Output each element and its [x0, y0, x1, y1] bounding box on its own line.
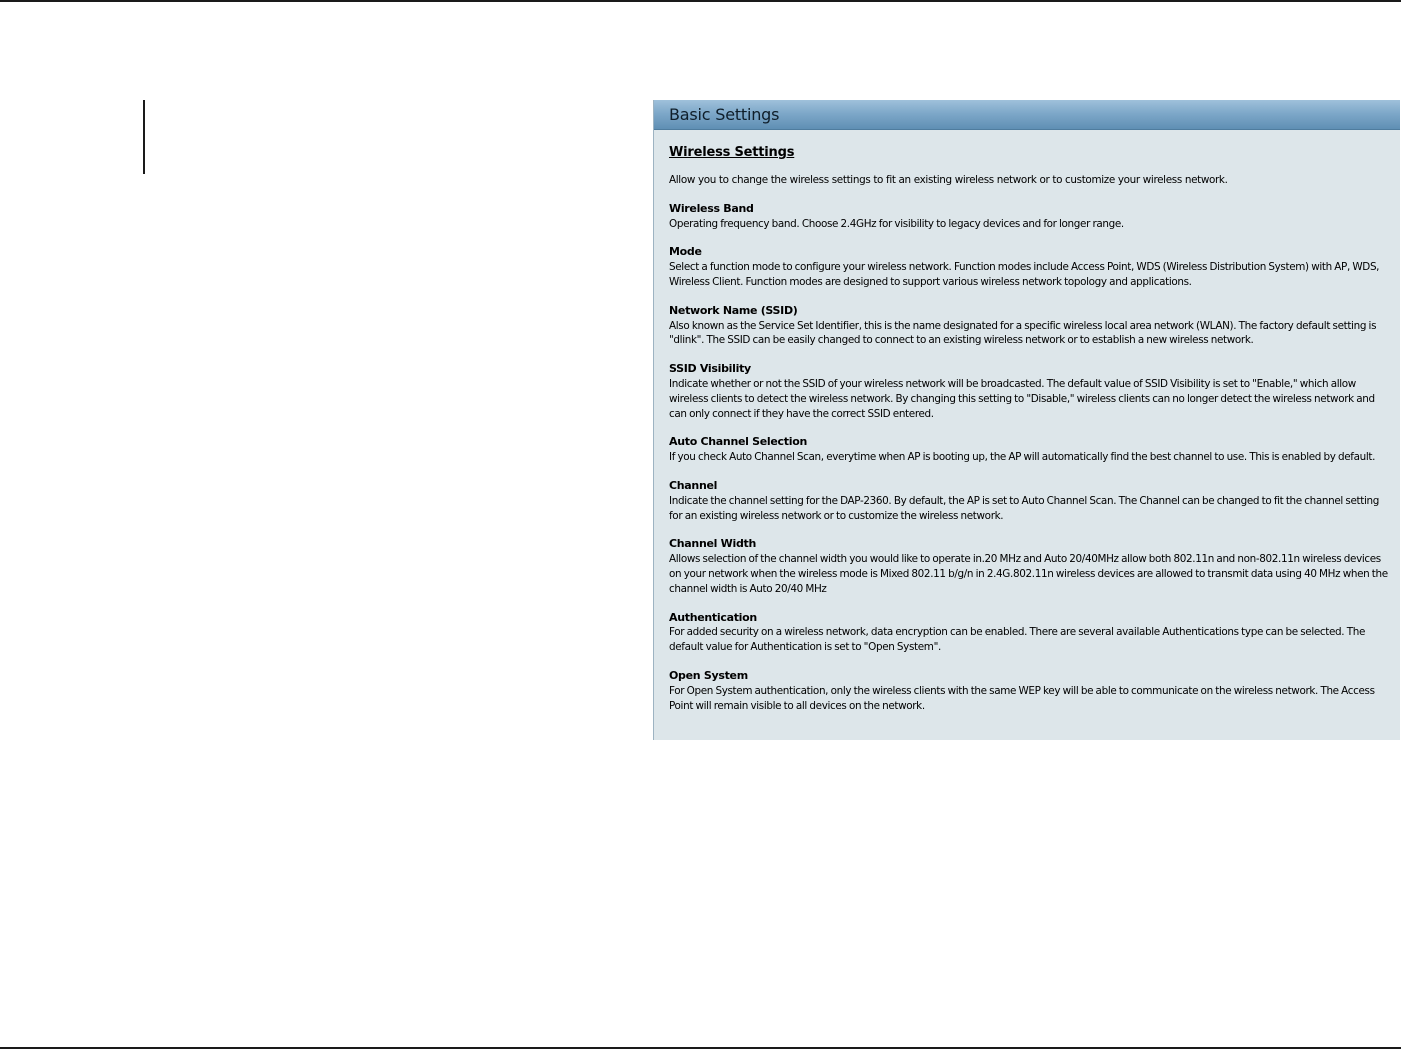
- intro-text: Allow you to change the wireless settings to fit an existing wireless network or to customize your wireless network.: [669, 174, 1228, 186]
- help-item-channel-width: [669, 537, 1390, 596]
- help-item-text: Indicate the channel setting for the DAP-2360. By default, the AP is set to Auto Channel Scan. The Channel can be changed to fit the channel setting for an existing wireless network or to customize the wireless network.: [669, 494, 1379, 522]
- help-item-text: Operating frequency band. Choose 2.4GHz for visibility to legacy devices and for longer range.: [669, 217, 1124, 230]
- section-title: Wireless Settings: [669, 145, 795, 160]
- help-item-channel: [669, 479, 1390, 523]
- top-rule: [0, 0, 1401, 2]
- help-item-text: If you check Auto Channel Scan, everytime when AP is booting up, the AP will automatically find the best channel to use. This is enabled by default.: [669, 451, 1376, 464]
- help-item-text: Also known as the Service Set Identifier, this is the name designated for a specific wireless local area network (WLAN). The factory default setting is "dlink". The SSID can be easily changed to connect to an existing wireless network or to establish a new wireless network.: [669, 319, 1377, 347]
- help-item-ssid-visibility: [669, 362, 1390, 421]
- help-item-open-system: [669, 669, 1390, 713]
- panel-body: [654, 130, 1400, 713]
- help-item-text: For Open System authentication, only the wireless clients with the same WEP key will be able to communicate on the wireless network. The Access Point will remain visible to all devices on the network.: [669, 684, 1375, 712]
- margin-bar: [143, 100, 145, 174]
- help-item-text: Allows selection of the channel width you would like to operate in.20 MHz and Auto 20/40MHz allow both 802.11n and non-802.11n wireless devices on your network when the wireless mode is Mixed 802.11 b/g/n in 2.4G.802.11n wireless devices are allowed to transmit data using 40 MHz when the channel width is Auto 20/40 MHz: [669, 553, 1388, 595]
- help-item-title: SSID Visibility: [669, 362, 751, 376]
- help-item-authentication: [669, 611, 1390, 655]
- help-item-text: Select a function mode to configure your wireless network. Function modes include Access Point, WDS (Wireless Distribution System) with AP, WDS, Wireless Client. Function modes are designed to support various wireless network topology and applications.: [669, 261, 1380, 288]
- help-item-ssid: [669, 304, 1390, 348]
- help-item-text: Indicate whether or not the SSID of your wireless network will be broadcasted. The default value of SSID Visibility is set to "Enable," which allow wireless clients to detect the wireless network. By changing this setting to "Disable," wireless clients can no longer detect the wireless network and can only connect if they have the correct SSID entered.: [669, 377, 1375, 420]
- help-item-title: Auto Channel Selection: [669, 435, 807, 449]
- help-item-title: Wireless Band: [669, 201, 754, 215]
- bottom-rule: [0, 1047, 1401, 1049]
- help-item-text: For added security on a wireless network, data encryption can be enabled. There are several available Authentications type can be selected. The default value for Authentication is set to "Open System".: [669, 626, 1365, 654]
- help-item-title: Network Name (SSID): [669, 303, 798, 317]
- help-item-mode: [669, 245, 1390, 289]
- help-item-auto-channel: [669, 435, 1390, 465]
- help-item-title: Mode: [669, 245, 702, 259]
- panel-title: Basic Settings: [669, 105, 780, 124]
- help-item-title: Open System: [669, 668, 748, 682]
- help-item-title: Authentication: [669, 610, 757, 624]
- help-item-title: Channel Width: [669, 537, 757, 551]
- panel-header: [654, 100, 1400, 130]
- help-panel: [653, 100, 1400, 740]
- help-item-wireless-band: [669, 202, 1390, 232]
- help-item-title: Channel: [669, 478, 718, 492]
